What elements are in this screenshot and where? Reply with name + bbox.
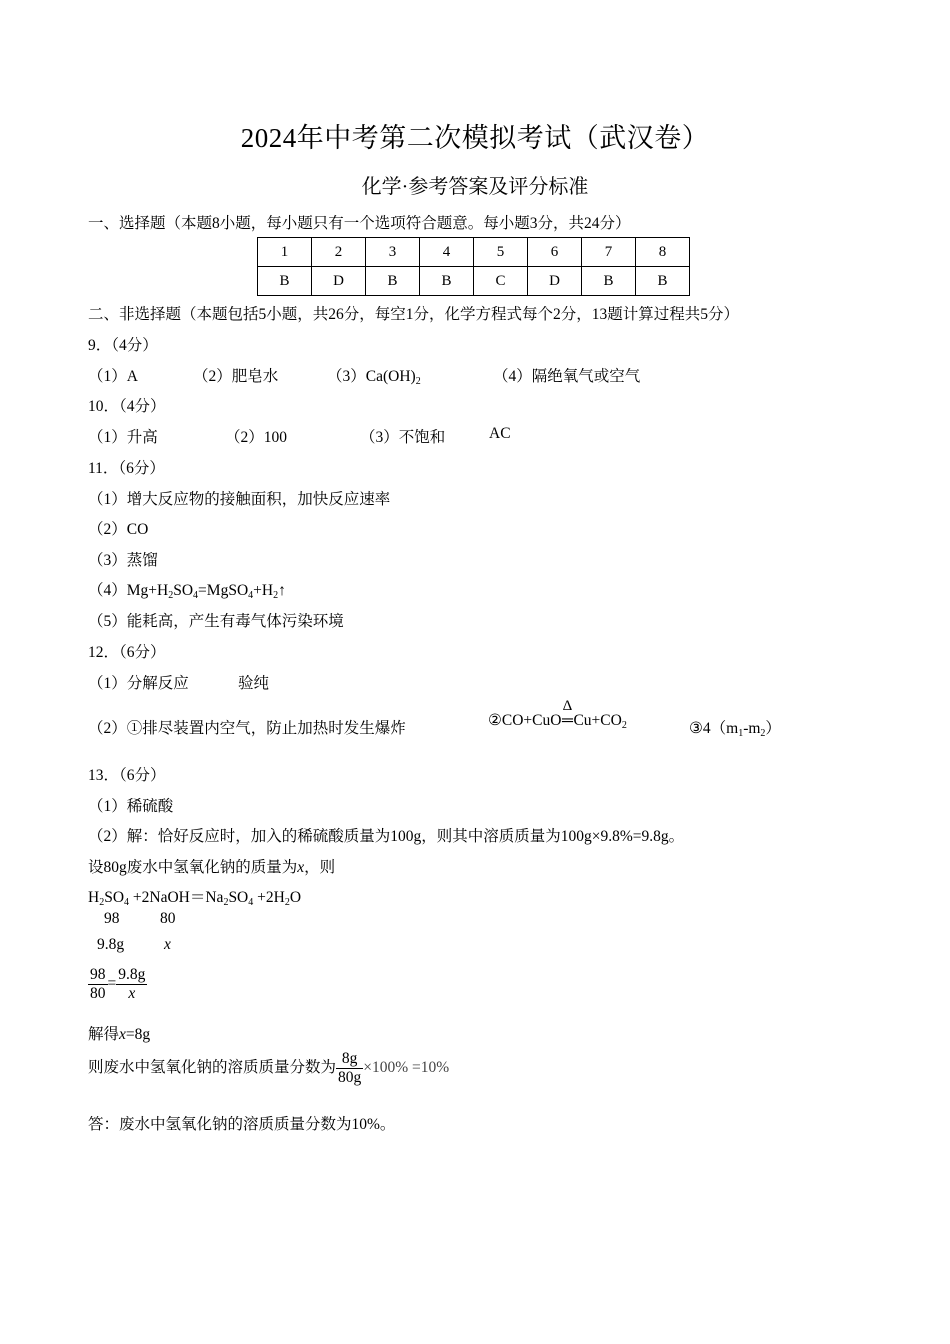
- q9-answer-1: （1）A: [88, 368, 138, 385]
- table-cell: 7: [582, 238, 636, 267]
- fraction: [116, 966, 147, 1003]
- q13-fraction-line: [88, 1050, 449, 1087]
- subscript: 4: [124, 897, 130, 908]
- table-cell: 2: [312, 238, 366, 267]
- table-cell: B: [636, 267, 690, 296]
- variable-x: x: [119, 1026, 126, 1043]
- equation-text: O: [289, 889, 302, 906]
- expression-text: -m: [743, 720, 761, 737]
- table-cell: 6: [528, 238, 582, 267]
- numerator: 98: [90, 966, 106, 983]
- part1-heading: 一、选择题（本题8小题，每小题只有一个选项符合题意。每小题3分，共24分）: [88, 215, 631, 232]
- gas-arrow: ↑: [278, 582, 286, 599]
- equation-text: H: [88, 889, 100, 906]
- table-cell: D: [312, 267, 366, 296]
- table-cell: B: [420, 267, 474, 296]
- fraction: [336, 1050, 363, 1087]
- q11-answer-5: （5）能耗高，产生有毒气体污染环境: [88, 613, 344, 630]
- equation-text: ②CO+CuO: [488, 712, 562, 729]
- q10-answer-1: （1）升高: [88, 429, 158, 446]
- subscript: 4: [248, 897, 254, 908]
- equation-text: =MgSO: [198, 582, 249, 599]
- equation-text: +2H: [253, 889, 285, 906]
- equation-text: +2NaOH＝Na: [129, 889, 224, 906]
- q12-heading: 12．（6分）: [88, 644, 166, 661]
- table-cell: D: [528, 267, 582, 296]
- table-cell: 3: [366, 238, 420, 267]
- q12-answer-1b: 验纯: [238, 675, 270, 692]
- table-cell: C: [474, 267, 528, 296]
- q13-equation: [88, 885, 301, 908]
- q12-answer-1: （1）分解反应: [88, 675, 189, 692]
- text: ×100% =10%: [363, 1059, 450, 1077]
- q11-answer-4: [88, 578, 286, 601]
- answer-table-numbers-row: [258, 238, 690, 267]
- q10-answer-4: AC: [489, 425, 511, 442]
- table-cell: 4: [420, 238, 474, 267]
- numerator: 8g: [336, 1050, 363, 1069]
- fraction: [88, 966, 108, 1003]
- q9-answer-2: （2）肥皂水: [193, 368, 279, 385]
- table-cell: 5: [474, 238, 528, 267]
- subscript: 2: [99, 897, 105, 908]
- equation-text: （4）Mg+H: [88, 582, 169, 599]
- answer-table: [257, 237, 690, 296]
- equation-text: SO: [104, 889, 125, 906]
- equation-text: SO: [173, 582, 194, 599]
- q9-heading: 9．（4分）: [88, 337, 158, 354]
- q13-heading: 13．（6分）: [88, 767, 166, 784]
- equals-sign: ═: [561, 712, 573, 729]
- denominator: 80g: [338, 1069, 362, 1086]
- q11-answer-3: （3）蒸馏: [88, 552, 158, 569]
- equation-text: +H: [253, 582, 274, 599]
- q9-answer-3: [327, 364, 421, 387]
- q9-answer-4: （4）隔绝氧气或空气: [493, 368, 641, 385]
- text: 设80g废水中氢氧化钠的质量为: [88, 859, 298, 876]
- heat-condition: [561, 698, 573, 730]
- q13-unknown-x: x: [164, 936, 171, 953]
- subscript: 2: [415, 376, 421, 387]
- text: 解得: [88, 1026, 120, 1043]
- q10-answer-3: （3）不饱和: [360, 429, 446, 446]
- subscript: 4: [248, 590, 254, 601]
- equals-sign: =: [107, 975, 117, 993]
- expression-text: ③4（m: [689, 720, 739, 737]
- subscript: 2: [621, 720, 627, 731]
- table-cell: B: [258, 267, 312, 296]
- q12-answer-2c: [689, 716, 781, 739]
- q13-answer-2: （2）解：恰好反应时，加入的稀硫酸质量为100g，则其中溶质质量为100g×9.8%=9.8g。: [88, 828, 685, 845]
- q9-answer-3-text: （3）Ca(OH): [327, 368, 416, 385]
- q13-given-mass: 9.8g: [97, 936, 125, 953]
- q10-heading: 10．（4分）: [88, 398, 166, 415]
- part2-heading: 二、非选择题（本题包括5小题，共26分，每空1分，化学方程式每个2分，13题计算过程共5分）: [88, 306, 740, 323]
- equation-text: SO: [228, 889, 249, 906]
- text: =8g: [125, 1026, 151, 1043]
- text: ，则: [304, 859, 336, 876]
- subscript: 2: [168, 590, 174, 601]
- q13-answer-1: （1）稀硫酸: [88, 798, 174, 815]
- q12-answer-2b: [488, 698, 627, 731]
- subscript: 4: [193, 590, 199, 601]
- q11-answer-2: （2）CO: [88, 521, 149, 538]
- q13-final-answer: 答：废水中氢氧化钠的溶质质量分数为10%。: [88, 1116, 396, 1133]
- answer-table-answers-row: [258, 267, 690, 296]
- expression-text: ）: [765, 720, 781, 737]
- q13-let-statement: [88, 855, 335, 877]
- subscript: 2: [284, 897, 290, 908]
- q12-answer-2: （2）①排尽装置内空气，防止加热时发生爆炸: [88, 720, 406, 737]
- table-cell: B: [366, 267, 420, 296]
- page-subtitle: 化学·参考答案及评分标准: [361, 176, 589, 198]
- equation-text: Cu+CO: [573, 712, 622, 729]
- table-cell: 1: [258, 238, 312, 267]
- q13-mass-h2so4: 98: [104, 910, 120, 927]
- subscript: 2: [223, 897, 229, 908]
- q11-answer-1: （1）增大反应物的接触面积，加快反应速率: [88, 491, 391, 508]
- subscript: 2: [273, 590, 279, 601]
- q13-mass-naoh: 80: [160, 910, 176, 927]
- subscript: 1: [738, 728, 744, 739]
- numerator: 9.8g: [118, 966, 146, 983]
- page-title: 2024年中考第二次模拟考试（武汉卷）: [240, 123, 710, 153]
- denominator: x: [128, 985, 136, 1002]
- denominator: 80: [90, 985, 106, 1002]
- text: 则废水中氢氧化钠的溶质质量分数为: [88, 1059, 337, 1077]
- subscript: 2: [760, 728, 766, 739]
- q13-ratio: [88, 966, 147, 1003]
- q11-heading: 11．（6分）: [88, 460, 165, 477]
- table-cell: B: [582, 267, 636, 296]
- delta-symbol: Δ: [562, 698, 573, 714]
- table-cell: 8: [636, 238, 690, 267]
- variable-x: x: [297, 859, 305, 876]
- q13-solve: [88, 1022, 150, 1044]
- q10-answer-2: （2）100: [225, 429, 288, 446]
